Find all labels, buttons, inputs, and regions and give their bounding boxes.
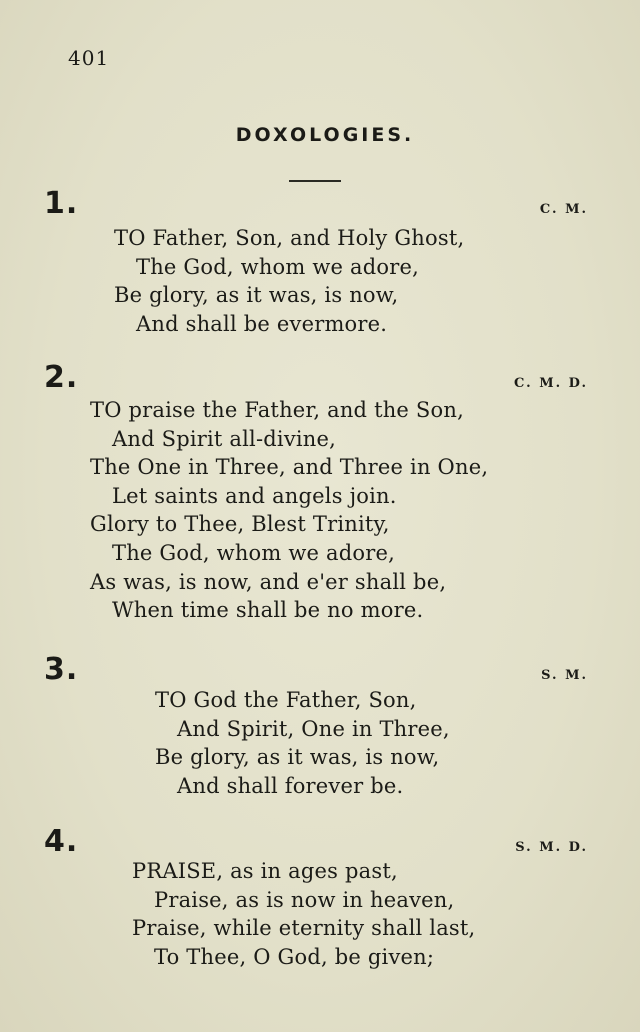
hymn-meter: S. M. D. xyxy=(515,840,588,855)
verse-line: Glory to Thee, Blest Trinity, xyxy=(90,512,390,537)
verse-line: And shall be evermore. xyxy=(136,311,388,336)
verse-line: The God, whom we adore, xyxy=(136,254,420,279)
hymn-number: 4. xyxy=(44,824,79,859)
verse-line: Let saints and angels join. xyxy=(112,483,397,508)
page-number: 401 xyxy=(68,46,110,70)
verse-line: Praise, while eternity shall last, xyxy=(132,916,476,941)
verse-line: And Spirit all-divine, xyxy=(112,426,337,451)
hymn-meter: C. M. D. xyxy=(514,376,588,391)
hymn-number: 2. xyxy=(44,360,79,395)
section-title: DOXOLOGIES. xyxy=(235,124,415,146)
verse-line: To Thee, O God, be given; xyxy=(154,944,435,969)
verse-line: The One in Three, and Three in One, xyxy=(90,455,489,480)
verse-line: And shall forever be. xyxy=(177,773,404,798)
hymn-verse xyxy=(155,686,450,800)
title-divider xyxy=(289,180,341,182)
hymn-number: 3. xyxy=(44,652,79,687)
verse-line: The God, whom we adore, xyxy=(112,540,396,565)
verse-line: Be glory, as it was, is now, xyxy=(155,745,440,770)
verse-line: And Spirit, One in Three, xyxy=(177,716,450,741)
verse-line: Praise, as is now in heaven, xyxy=(154,887,455,912)
verse-line: As was, is now, and e'er shall be, xyxy=(90,569,447,594)
verse-line: TO God the Father, Son, xyxy=(155,688,417,712)
verse-line: When time shall be no more. xyxy=(112,598,424,623)
hymn-verse xyxy=(132,857,475,971)
hymn-meter: C. M. xyxy=(539,202,588,217)
verse-line: TO Father, Son, and Holy Ghost, xyxy=(114,226,465,250)
verse-line: Be glory, as it was, is now, xyxy=(114,283,399,308)
hymn-verse xyxy=(114,224,464,338)
verse-line: PRAISE, as in ages past, xyxy=(132,859,398,883)
verse-line: TO praise the Father, and the Son, xyxy=(90,398,464,422)
hymn-meter: S. M. xyxy=(541,668,588,683)
hymn-verse xyxy=(90,396,488,625)
hymn-number: 1. xyxy=(44,186,79,221)
